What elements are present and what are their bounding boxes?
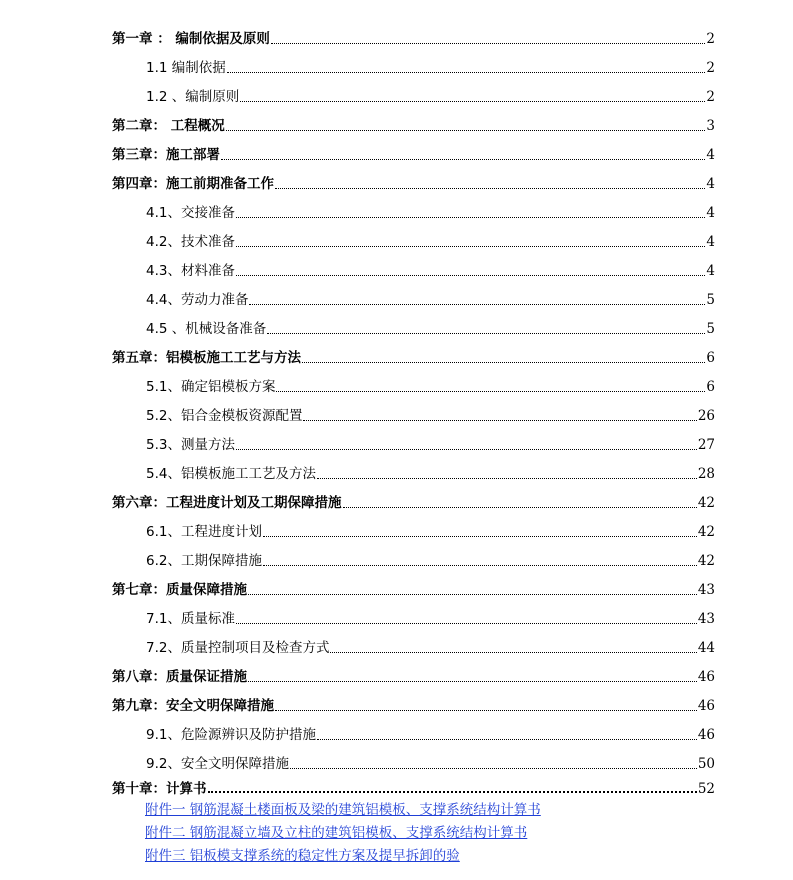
toc-entry-page: 5	[706, 292, 715, 308]
toc-entry-page: 43	[697, 582, 715, 598]
toc-entry-section-9-1	[112, 722, 715, 744]
toc-dot-leader	[330, 652, 696, 653]
toc-entry-label: 第九章：安全文明保障措施	[112, 698, 274, 714]
toc-entry-page: 4	[706, 205, 715, 221]
toc-entry-page: 52	[697, 781, 715, 797]
toc-entry-page: 46	[697, 698, 715, 714]
toc-entry-label: 7.2、质量控制项目及检查方式	[146, 640, 330, 656]
toc-dot-leader	[276, 391, 705, 392]
toc-entry-page: 27	[697, 437, 715, 453]
toc-entry-page: 3	[706, 118, 715, 134]
toc-entry-label: 第十章：计算书	[112, 781, 207, 797]
toc-dot-leader	[208, 791, 697, 793]
toc-entry-page: 42	[697, 495, 715, 511]
toc-entry-chapter-6	[112, 490, 715, 512]
toc-entry-page: 4	[706, 234, 715, 250]
toc-dot-leader	[343, 507, 697, 508]
toc-entry-chapter-2	[112, 113, 715, 135]
toc-entry-chapter-10	[112, 776, 715, 798]
toc-entry-page: 42	[697, 524, 715, 540]
toc-entry-page: 28	[697, 466, 715, 482]
toc-entry-chapter-5	[112, 345, 715, 367]
toc-entry-label: 6.1、工程进度计划	[146, 524, 262, 540]
toc-entry-label: 4.1、交接准备	[146, 205, 235, 221]
toc-entry-page: 4	[706, 176, 715, 192]
toc-entry-section-5-1	[112, 374, 715, 396]
toc-entry-page: 46	[697, 727, 715, 743]
toc-entry-label: 第六章：工程进度计划及工期保障措施	[112, 495, 342, 511]
toc-dot-leader	[275, 188, 705, 189]
toc-entry-section-5-3	[112, 432, 715, 454]
toc-dot-leader	[317, 478, 697, 479]
toc-entry-label: 第七章：质量保障措施	[112, 582, 247, 598]
toc-dot-leader	[221, 159, 705, 160]
toc-entry-page: 26	[697, 408, 715, 424]
toc-dot-leader	[236, 246, 705, 247]
toc-dot-leader	[263, 536, 697, 537]
toc-dot-leader	[302, 362, 705, 363]
toc-dot-leader	[226, 130, 706, 131]
toc-entry-page: 4	[706, 263, 715, 279]
toc-entry-page: 42	[697, 553, 715, 569]
toc-entry-page: 44	[697, 640, 715, 656]
toc-dot-leader	[271, 43, 706, 44]
toc-entry-section-5-2	[112, 403, 715, 425]
toc-entry-section-1-2	[112, 84, 715, 106]
toc-entry-label: 第二章： 工程概况	[112, 118, 225, 134]
appendix-link-3[interactable]: 附件三 铝板模支撑系统的稳定性方案及提早拆卸的验	[145, 848, 460, 864]
toc-dot-leader	[263, 565, 697, 566]
toc-entry-chapter-1	[112, 26, 715, 48]
toc-entry-section-5-4	[112, 461, 715, 483]
toc-entry-label: 5.4、铝模板施工工艺及方法	[146, 466, 316, 482]
toc-entry-page: 4	[706, 147, 715, 163]
toc-entry-label: 5.1、确定铝模板方案	[146, 379, 276, 395]
toc-entry-label: 9.1、危险源辨识及防护措施	[146, 727, 316, 743]
toc-entry-page: 2	[706, 60, 715, 76]
toc-entry-page: 43	[697, 611, 715, 627]
toc-entry-section-6-1	[112, 519, 715, 541]
toc-dot-leader	[267, 333, 705, 334]
appendix-link-2[interactable]: 附件二 钢筋混凝立墙及立柱的建筑铝模板、支撑系统结构计算书	[145, 825, 528, 841]
toc-dot-leader	[236, 275, 705, 276]
toc-entry-chapter-4	[112, 171, 715, 193]
toc-dot-leader	[290, 768, 697, 769]
toc-entry-chapter-8	[112, 664, 715, 686]
toc-entry-label: 5.2、铝合金模板资源配置	[146, 408, 303, 424]
toc-dot-leader	[236, 623, 697, 624]
toc-entry-section-7-1	[112, 606, 715, 628]
toc-dot-leader	[248, 594, 697, 595]
toc-dot-leader	[303, 420, 696, 421]
toc-dot-leader	[240, 101, 705, 102]
toc-entry-chapter-7	[112, 577, 715, 599]
toc-entry-page: 2	[706, 89, 715, 105]
toc-entry-section-6-2	[112, 548, 715, 570]
toc-entry-label: 9.2、安全文明保障措施	[146, 756, 289, 772]
toc-entry-page: 6	[706, 379, 715, 395]
toc-entry-section-9-2	[112, 751, 715, 773]
toc-entry-label: 4.3、材料准备	[146, 263, 235, 279]
toc-entry-section-4-5	[112, 316, 715, 338]
toc-entry-label: 4.4、劳动力准备	[146, 292, 249, 308]
toc-entry-page: 46	[697, 669, 715, 685]
toc-dot-leader	[236, 449, 697, 450]
toc-dot-leader	[248, 681, 697, 682]
appendix-link-1[interactable]: 附件一 钢筋混凝土楼面板及梁的建筑铝模板、支撑系统结构计算书	[145, 802, 541, 818]
toc-entry-label: 4.5 、机械设备准备	[146, 321, 267, 337]
toc-entry-chapter-9	[112, 693, 715, 715]
toc-dot-leader	[227, 72, 706, 73]
toc-entry-label: 1.1 编制依据	[146, 60, 226, 76]
toc-entry-section-4-3	[112, 258, 715, 280]
toc-entry-label: 第一章 ： 编制依据及原则	[112, 31, 270, 47]
toc-entry-chapter-3	[112, 142, 715, 164]
toc-entry-label: 1.2 、编制原则	[146, 89, 240, 105]
toc-entry-page: 50	[697, 756, 715, 772]
toc-dot-leader	[249, 304, 705, 305]
toc-entry-label: 第三章：施工部署	[112, 147, 220, 163]
toc-entry-label: 第四章：施工前期准备工作	[112, 176, 274, 192]
toc-entry-label: 第五章：铝模板施工工艺与方法	[112, 350, 301, 366]
toc-entry-section-4-2	[112, 229, 715, 251]
toc-entry-section-1-1	[112, 55, 715, 77]
toc-dot-leader	[236, 217, 705, 218]
toc-entry-label: 5.3、测量方法	[146, 437, 235, 453]
toc-dot-leader	[317, 739, 697, 740]
toc-entry-label: 第八章：质量保证措施	[112, 669, 247, 685]
toc-entry-section-4-1	[112, 200, 715, 222]
toc-entry-page: 6	[706, 350, 715, 366]
toc-entry-label: 4.2、技术准备	[146, 234, 235, 250]
toc-entry-page: 2	[706, 31, 715, 47]
toc-entry-section-4-4	[112, 287, 715, 309]
toc-entry-label: 7.1、质量标准	[146, 611, 235, 627]
toc-entry-label: 6.2、工期保障措施	[146, 553, 262, 569]
toc-dot-leader	[275, 710, 697, 711]
toc-entry-section-7-2	[112, 635, 715, 657]
toc-entry-page: 5	[706, 321, 715, 337]
